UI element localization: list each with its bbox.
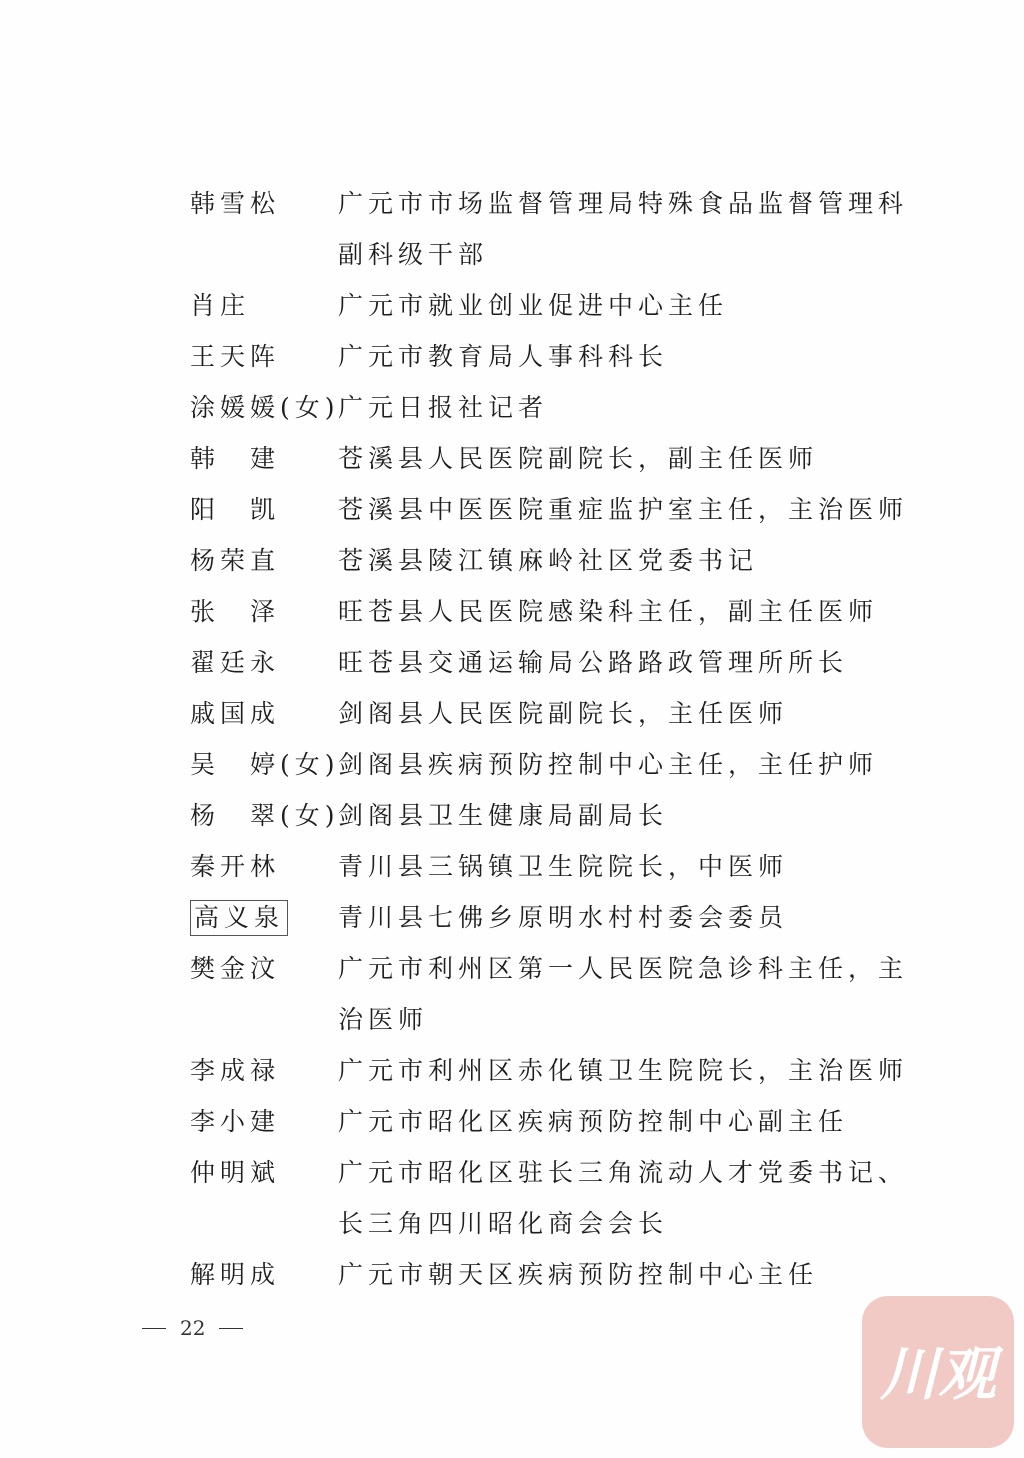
- person-role: [338, 586, 910, 637]
- role-line: 广元市利州区第一人民医院急诊科主任，主: [338, 954, 909, 983]
- person-name: 翟廷永: [190, 648, 281, 677]
- role-line: 副科级干部: [338, 240, 489, 269]
- person-role: [338, 433, 910, 484]
- page-number: 22: [180, 1316, 206, 1340]
- person-name: 杨 翠(女): [190, 801, 340, 830]
- list-item: [190, 739, 910, 790]
- role-line: 青川县三锅镇卫生院院长，中医师: [338, 852, 789, 881]
- person-role: [338, 178, 910, 280]
- person-role: [338, 637, 910, 688]
- footer-dash-right: [219, 1328, 243, 1329]
- role-line: 苍溪县中医医院重症监护室主任，主治医师: [338, 495, 909, 524]
- role-line: 广元市就业创业促进中心主任: [338, 291, 729, 320]
- person-role: [338, 790, 910, 841]
- role-line: 苍溪县陵江镇麻岭社区党委书记: [338, 546, 759, 575]
- person-role: [338, 892, 910, 943]
- person-name: 吴 婷(女): [190, 750, 340, 779]
- logo-text: 川观: [879, 1340, 997, 1408]
- list-item: [190, 178, 910, 280]
- role-line: 剑阁县卫生健康局副局长: [338, 801, 669, 830]
- person-role: [338, 943, 910, 1045]
- logo-icon: [873, 1332, 1003, 1412]
- person-name: 涂媛媛(女): [190, 393, 340, 422]
- list-item: [190, 280, 910, 331]
- list-item: [190, 1045, 910, 1096]
- person-name: 韩雪松: [190, 189, 281, 218]
- list-item: [190, 1096, 910, 1147]
- list-item: [190, 637, 910, 688]
- person-role: [338, 331, 910, 382]
- person-name: 秦开林: [190, 852, 281, 881]
- person-role: [338, 841, 910, 892]
- person-name: 王天阵: [190, 342, 281, 371]
- person-name: 阳 凯: [190, 495, 281, 524]
- person-role: [338, 382, 910, 433]
- role-line: 旺苍县交通运输局公路路政管理所所长: [338, 648, 849, 677]
- person-role: [338, 484, 910, 535]
- list-item: [190, 535, 910, 586]
- role-line: 旺苍县人民医院感染科主任，副主任医师: [338, 597, 879, 626]
- list-item: [190, 943, 910, 1045]
- name-list: [190, 178, 910, 1300]
- role-line: 苍溪县人民医院副院长，副主任医师: [338, 444, 819, 473]
- page-footer: [142, 1316, 243, 1340]
- person-name: 李成禄: [190, 1056, 281, 1085]
- role-line: 广元市昭化区疾病预防控制中心副主任: [338, 1107, 849, 1136]
- list-item: [190, 790, 910, 841]
- person-name: 肖庄: [190, 291, 251, 320]
- role-line: 广元市利州区赤化镇卫生院院长，主治医师: [338, 1056, 909, 1085]
- person-name-highlighted: [190, 892, 338, 943]
- person-name: 仲明斌: [190, 1158, 281, 1187]
- person-name: 张 泽: [190, 597, 281, 626]
- person-role: [338, 280, 910, 331]
- role-line: 剑阁县疾病预防控制中心主任，主任护师: [338, 750, 879, 779]
- role-line: 治医师: [338, 1005, 429, 1034]
- person-name: 戚国成: [190, 699, 281, 728]
- list-item: [190, 586, 910, 637]
- list-item: [190, 892, 910, 943]
- person-name: 解明成: [190, 1260, 281, 1289]
- person-name: 杨荣直: [190, 546, 281, 575]
- person-role: [338, 1147, 910, 1249]
- list-item: [190, 688, 910, 739]
- role-line: 长三角四川昭化商会会长: [338, 1209, 669, 1238]
- person-role: [338, 1045, 910, 1096]
- list-item: [190, 331, 910, 382]
- role-line: 广元市朝天区疾病预防控制中心主任: [338, 1260, 819, 1289]
- person-name: 韩 建: [190, 444, 281, 473]
- role-line: 剑阁县人民医院副院长，主任医师: [338, 699, 789, 728]
- list-item: [190, 382, 910, 433]
- highlight-box: 高义泉: [190, 900, 288, 936]
- role-line: 青川县七佛乡原明水村村委会委员: [338, 903, 789, 932]
- footer-dash-left: [142, 1328, 166, 1329]
- person-role: [338, 739, 910, 790]
- role-line: 广元市教育局人事科科长: [338, 342, 669, 371]
- person-role: [338, 535, 910, 586]
- role-line: 广元市市场监督管理局特殊食品监督管理科: [338, 189, 909, 218]
- person-name: 樊金汶: [190, 954, 281, 983]
- chuanguan-logo: [862, 1296, 1014, 1448]
- list-item: [190, 433, 910, 484]
- person-role: [338, 1096, 910, 1147]
- list-item: [190, 1147, 910, 1249]
- list-item: [190, 841, 910, 892]
- role-line: 广元日报社记者: [338, 393, 549, 422]
- list-item: [190, 1249, 910, 1300]
- list-item: [190, 484, 910, 535]
- person-role: [338, 688, 910, 739]
- person-name: 李小建: [190, 1107, 281, 1136]
- person-role: [338, 1249, 910, 1300]
- role-line: 广元市昭化区驻长三角流动人才党委书记、: [338, 1158, 909, 1187]
